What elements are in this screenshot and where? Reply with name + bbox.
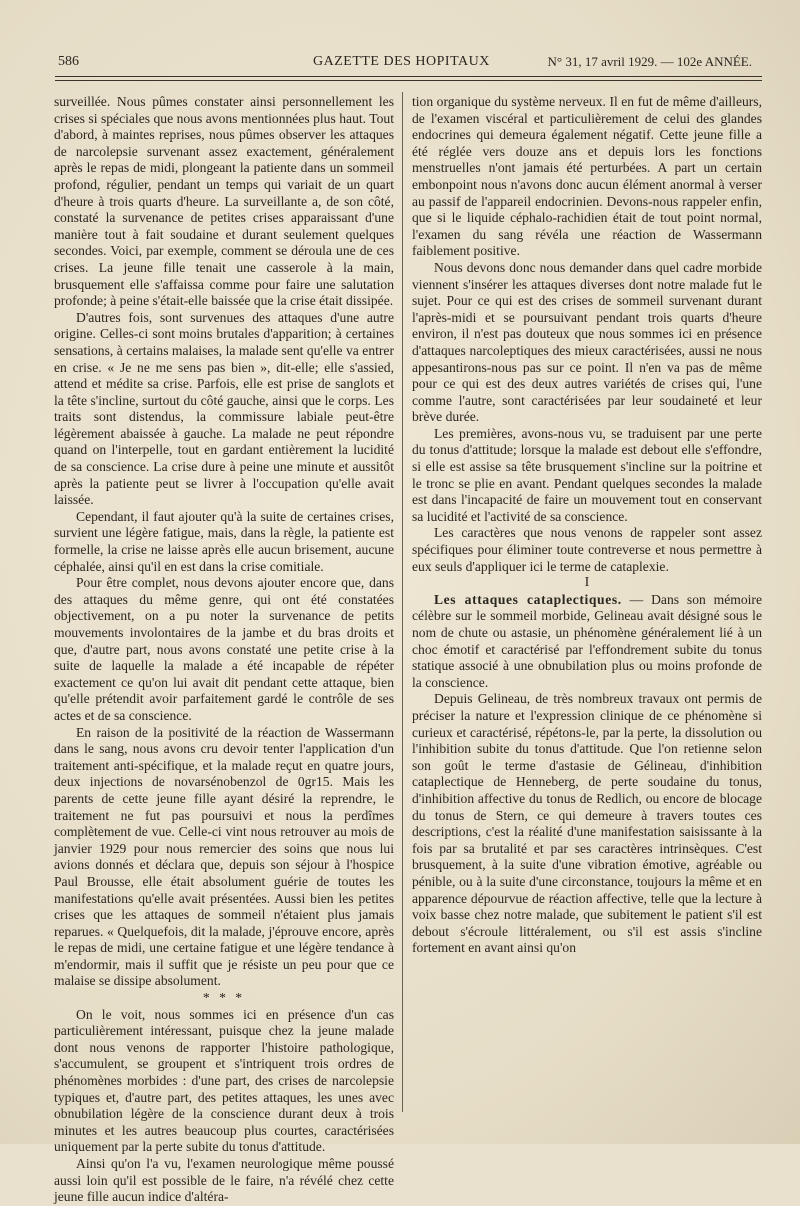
issue-info: N° 31, 17 avril 1929. — 102e ANNÉE.	[547, 54, 752, 69]
left-column	[54, 94, 394, 1206]
paragraph: D'autres fois, sont survenues des attaques d'une autre origine. Celles-ci sont moins brutales d'apparition; à certaines sensations, à certains malaises, la malade sent qu'elle va entrer en crise. « Je ne me sens pas bien », dit-elle; elle s'assied, attend et médite sa crise. Parfois, elle est prise de sanglots et la tête s'incline, surtout du côté gauche, ainsi que le corps. Les traits sont distendus, la commissure labiale peut-être légèrement abaissée à gauche. La malade ne peut répondre quand on l'interpelle, tout en gardant entièrement la lucidité de sa conscience. La crise dure à peine une minute et aussitôt après la patiente peut se livrer à l'occupation qu'elle avait laissée.	[54, 309, 394, 508]
paragraph: Nous devons donc nous demander dans quel cadre morbide viennent s'insérer les attaques diverses dont notre malade fut le sujet. Pour ce qui est des crises de sommeil survenant durant l'après-midi et se poursuivant pendant trois quarts d'heure environ, il n'est pas douteux que nous sommes ici en présence d'attaques narcoleptiques des mieux caractérisées, aussi ne nous appesantirons-nous pas sur ce point. Il n'en va pas de même pour ce qui est des deux autres variétés de crises qui, l'une comme l'autre, sont caractérisées par leur soudaineté et leur brève durée.	[412, 259, 762, 425]
paragraph: Depuis Gelineau, de très nombreux travaux ont permis de préciser la nature et l'expression clinique de ce phénomène si curieux et caractérisé, répétons-le, par la perte, la dissolution ou l'inhibition subite du tonus d'attitude. Que l'on retienne selon son goût le terme d'astasie de Gélineau, d'inhibition cataplectique de Henneberg, de perte soudaine du tonus, d'inhibition affective du tonus de Redlich, ou encore de blocage du tonus de Stern, ce qui demeure à travers toutes ces descriptions, c'est la réalité d'une manifestation saisissante à la fois par sa brutalité et par ses caractères intrinsèques. C'est brusquement, à la suite d'une vibration émotive, agréable ou pénible, ou à la suite d'une circonstance, toujours la même et en apparence dépourvue de réaction affective, telle que la lecture à voix basse chez notre malade, que subitement le patient s'il est debout s'écroule littéralement, ou s'il est assis s'incline fortement en avant ainsi qu'on	[412, 691, 762, 956]
section-number: I	[584, 575, 590, 591]
paragraph: surveillée. Nous pûmes constater ainsi personnellement les crises si spéciales que nous avons mentionnées plus haut. Tout d'abord, à maintes reprises, nous pûmes observer les attaques de narcolepsie survenant assez exactement, généralement après le repas de midi, plongeant la patiente dans un sommeil profond, régulier, pendant un temps qui variait de un quart d'heure à trois quarts d'heure. La surveillante a, de son côté, constaté la survenance de petites crises apparaissant d'une manière tout à fait soudaine et durant seulement quelques secondes. Voici, par exemple, comment se déroula une de ces crises. La jeune fille tenait une casserole à la main, brusquement elle s'affaissa comme pour faire une salutation profonde; à peine s'était-elle baissée que la crise était dissipée.	[54, 94, 394, 309]
paragraph: On le voit, nous sommes ici en présence d'un cas particulièrement intéressant, puisque chez la jeune malade dont nous venons de rapporter l'histoire pathologique, s'accumulent, se groupent et s'intriquent trois ordres de phénomènes morbides : d'une part, des crises de narcolepsie typiques et, d'autre part, des petites attaques, les unes avec obnubilation légère de la conscience durant deux à trois minutes et les autres beaucoup plus courtes, caractérisées uniquement par la perte subite du tonus d'attitude.	[54, 1006, 394, 1155]
paragraph-text: — Dans son mémoire célèbre sur le sommeil morbide, Gelineau avait désigné sous le nom de chute ou astasie, un phénomène généralement lié à un choc émotif et caractérisé par l'effondrement subite du tonus statique associé à une obnubilation plus ou moins profonde de la conscience.	[412, 591, 762, 690]
column-divider	[402, 92, 403, 1112]
paragraph: Ainsi qu'on l'a vu, l'examen neurologique même poussé aussi loin qu'il est possible de le faire, n'a révélé chez cette jeune fille aucun indice d'altéra-	[54, 1156, 394, 1205]
paragraph-with-rubric	[412, 592, 762, 692]
paragraph: En raison de la positivité de la réaction de Wassermann dans le sang, nous avons cru devoir tenter l'application d'un traitement anti-spécifique, et la malade reçut en quatre jours, deux injections de novarsénobenzol de 0gr15. Mais les parents de cette jeune fille ayant désiré la reprendre, le traitement ne fut pas poursuivi et nous la perdîmes complètement de vue. Celle-ci vint nous retrouver au mois de janvier 1929 pour nous remercier des soins que nous lui avions donnés et déclara que, depuis son séjour à l'hospice Paul Brousse, elle était absolument guérie de toutes les manifestations qu'elle avait présentées. Aussi bien les petites crises que les attaques de sommeil n'étaient plus jamais reparues. « Quelquefois, dit la malade, j'éprouve encore, après le repas de midi, une certaine fatigue et une légère tendance à m'endormir, mais il suffit que je résiste un peu pour que ce malaise se dissipe absolument.	[54, 724, 394, 989]
paragraph: Cependant, il faut ajouter qu'à la suite de certaines crises, survient une légère fatigue, mais, dans la règle, la patiente est formelle, la crise ne laisse après elle aucun brisement, aucune céphalée, ainsi qu'il en est dans la crise comitiale.	[54, 508, 394, 574]
paragraph: Les caractères que nous venons de rappeler sont assez spécifiques pour éliminer toute contreverse et nous permettre à eux seuls d'appliquer ici le terme de cataplexie.	[412, 525, 762, 574]
journal-title: GAZETTE DES HOPITAUX	[313, 54, 490, 69]
page-header	[58, 52, 760, 76]
paragraph: Les premières, avons-nous vu, se traduisent par une perte du tonus d'attitude; lorsque la malade est debout elle s'effondre, si elle est assise sa tête brusquement s'incline sur la poitrine et le tronc se plie en avant. Pendant quelques secondes la malade est dans l'incapacité de faire un mouvement tout en conservant sa lucidité et l'activité de sa conscience.	[412, 425, 762, 524]
paragraph: tion organique du système nerveux. Il en fut de même d'ailleurs, de l'examen viscéral et particulièrement de celui des glandes endocrines qui demeura également négatif. Cette jeune fille a été réglée vers douze ans et depuis lors les fonctions menstruelles n'ont jamais été perturbées. A part un certain embonpoint nous n'avons donc aucun élément anormal à verser au passif de l'appareil endocrinien. Devons-nous rappeler enfin, que si le liquide céphalo-rachidien était de tout point normal, l'examen du sang révéla une réaction de Wassermann faiblement positive.	[412, 94, 762, 259]
section-heading: Les attaques cataplectiques.	[434, 591, 622, 607]
right-column	[412, 94, 762, 957]
header-rule	[55, 76, 762, 77]
header-rule-thin	[55, 80, 762, 81]
page-number: 586	[58, 54, 79, 69]
paragraph: Pour être complet, nous devons ajouter encore que, dans des attaques du même genre, qui ont été constatées objectivement, on a pu noter la survenance de petits mouvements involontaires de la jambe et du bras droits et que, d'autre part, nous avons constaté une petite crise à la suite de laquelle la malade a été incapable de répéter exactement ce qu'on lui avait dit pendant cette attaque, bien qu'elle prétendit avoir parfaitement gardé le contrôle de ses actes et de sa conscience.	[54, 575, 394, 723]
section-separator: * * *	[202, 990, 246, 1006]
